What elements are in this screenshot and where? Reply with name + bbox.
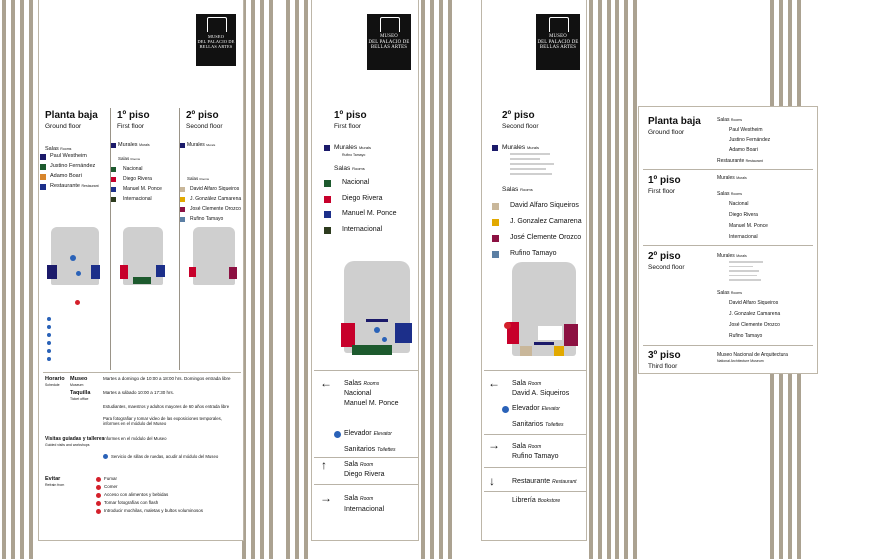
second-title: 2º piso bbox=[648, 251, 681, 262]
room-internacional: Internacional bbox=[729, 234, 758, 240]
evitar-alimentos: Acceso con alimentos y bebidas bbox=[104, 492, 169, 497]
murales-label: Murales Murals bbox=[717, 175, 747, 181]
room-diego-rivera: Diego Rivera bbox=[342, 195, 383, 202]
salas-label: Salas Rooms bbox=[45, 146, 72, 152]
room-adamo-boari: Adamo Boari bbox=[729, 147, 758, 153]
room-nacional: Nacional bbox=[729, 201, 749, 207]
room-justino-fernandez: Justino Fernández bbox=[729, 137, 771, 143]
room-siqueiros: David Alfaro Siqueiros bbox=[190, 186, 240, 192]
evitar-mochilas: Introducir mochilas, maletas y bultos voluminosos bbox=[104, 508, 204, 513]
visitas-en: Guided visits and workshops bbox=[45, 443, 90, 447]
ground-title: Planta baja bbox=[648, 116, 701, 127]
floor-subtitle-first: First floor bbox=[117, 123, 145, 130]
direction-sala-tamayo: Sala Room bbox=[512, 443, 542, 450]
room-paul-westheim: Paul Westheim bbox=[50, 153, 87, 159]
room-siqueiros: David Alfaro Siqueiros bbox=[729, 300, 779, 306]
section-divider bbox=[314, 370, 418, 371]
domingos-entrada: Domingos entrada libre bbox=[184, 376, 231, 381]
elevator-icon bbox=[334, 431, 341, 438]
museum-logo: MUSEO DEL PALACIO DE BELLAS ARTES bbox=[367, 14, 411, 70]
murales-label: Murales Murals bbox=[502, 144, 539, 151]
room-gonzalez-camarena: J. Gonzalez Camarena bbox=[729, 311, 781, 317]
no-eating-icon bbox=[96, 485, 101, 490]
section-divider bbox=[484, 434, 586, 435]
swatch-navy bbox=[492, 145, 498, 151]
museum-logo: MUSEO DEL PALACIO DE BELLAS ARTES bbox=[536, 14, 580, 70]
evitar-fumar: Fumar bbox=[104, 476, 118, 481]
murales-label: Murales Murals bbox=[118, 142, 150, 148]
room-orozco: José Clemente Orozco bbox=[510, 234, 582, 241]
museo-label: Museo bbox=[70, 376, 88, 382]
no-flash-icon bbox=[96, 501, 101, 506]
room-orozco: José Clemente Orozco bbox=[729, 322, 780, 328]
swatch-red bbox=[324, 196, 331, 203]
sanitarios-label: Sanitarios Toilettes bbox=[512, 421, 564, 428]
floor-title: 2º piso bbox=[502, 110, 535, 121]
hours-museum: Martes a domingo de 10:00 a 18:00 hrs. bbox=[103, 376, 183, 381]
room-adamo-boari: Adamo Boari bbox=[50, 173, 82, 179]
directory-panel-second-floor bbox=[481, 0, 587, 541]
room-justino-fernandez: Justino Fernández bbox=[50, 163, 96, 169]
salas-label: Salas Rooms bbox=[717, 117, 742, 123]
third-museum: Museo Nacional de Arquitectura bbox=[717, 352, 788, 358]
section-divider bbox=[484, 370, 586, 371]
directory-panel-full bbox=[38, 0, 244, 541]
swatch-navy bbox=[324, 145, 330, 151]
taquilla-en: Ticket office bbox=[70, 397, 89, 401]
section-divider bbox=[314, 484, 418, 485]
direction-siqueiros: David A. Siqueiros bbox=[512, 390, 570, 397]
estudiantes-info: Estudiantes, maestros y adultos mayores de 60 años entrada libre bbox=[103, 404, 230, 409]
floor-subtitle-ground: Ground floor bbox=[45, 123, 82, 130]
section-divider bbox=[643, 169, 813, 170]
arrow-right-icon: → bbox=[320, 491, 332, 505]
salas-label: Salas Rooms bbox=[717, 191, 742, 197]
room-manuel-ponce: Manuel M. Ponce bbox=[729, 223, 768, 229]
room-diego-rivera: Diego Rivera bbox=[729, 212, 758, 218]
directory-panel-summary bbox=[638, 106, 818, 374]
wheelchair-icon bbox=[103, 454, 108, 459]
floor-map-second bbox=[193, 227, 235, 285]
section-divider bbox=[643, 345, 813, 346]
room-gonzalez-camarena: J. Gonzalez Camarena bbox=[510, 218, 582, 225]
arrow-left-icon: ← bbox=[488, 376, 500, 390]
museum-logo: MUSEO DEL PALACIO DE BELLAS ARTES bbox=[196, 14, 236, 66]
hours-ticket: Martes a sábado 10:00 a 17:30 hrs. bbox=[103, 390, 175, 395]
direction-diego-rivera: Diego Rivera bbox=[344, 471, 385, 478]
map-legend bbox=[47, 317, 51, 365]
evitar-comer: Comer bbox=[104, 484, 118, 489]
room-tamayo: Rufino Tamayo bbox=[510, 250, 557, 257]
room-manuel-ponce: Manuel M. Ponce bbox=[342, 210, 397, 217]
room-manuel-ponce: Manuel M. Ponce bbox=[123, 186, 162, 192]
swatch-maroon bbox=[180, 207, 185, 212]
swatch-green bbox=[324, 180, 331, 187]
museo-en: Museum bbox=[70, 383, 84, 387]
libreria-label: Librería Bookstore bbox=[512, 497, 561, 504]
floor-subtitle: First floor bbox=[334, 123, 362, 130]
swatch-khaki bbox=[180, 187, 185, 192]
no-smoking-icon bbox=[96, 477, 101, 482]
floor-map-first bbox=[344, 261, 410, 353]
swatch-khaki bbox=[492, 203, 499, 210]
swatch-navy bbox=[111, 143, 116, 148]
salas-label: Salas Rooms bbox=[502, 186, 533, 193]
sillas-info: Servicio de sillas de ruedas, acudir al módulo del Museo bbox=[111, 454, 219, 459]
murales-label: Murales Murals bbox=[334, 144, 371, 151]
no-bags-icon bbox=[96, 509, 101, 514]
first-subtitle: First floor bbox=[648, 188, 676, 195]
sanitarios-label: Sanitarios Toilettes bbox=[344, 446, 396, 453]
panel2-stripes-left bbox=[282, 0, 312, 559]
section-divider bbox=[643, 245, 813, 246]
salas-label: Salas Rooms bbox=[187, 176, 210, 181]
location-marker bbox=[75, 300, 80, 305]
horario-label: Horario bbox=[45, 376, 65, 382]
swatch-maroon bbox=[492, 235, 499, 242]
restaurante-label: Restaurante Restaurant bbox=[717, 158, 763, 164]
swatch-navy bbox=[180, 143, 185, 148]
swatch-green bbox=[40, 164, 46, 170]
section-divider bbox=[484, 491, 586, 492]
floor-subtitle: Second floor bbox=[502, 123, 539, 130]
direction-nacional: Nacional bbox=[344, 390, 372, 397]
salas-label: Salas Rooms bbox=[118, 156, 141, 161]
murales-label: Murales Murals bbox=[187, 142, 216, 148]
evitar-flash: Tomar fotografías con flash bbox=[104, 500, 159, 505]
swatch-red bbox=[111, 177, 116, 182]
floor-title-first: 1º piso bbox=[117, 110, 150, 121]
direction-salas: Salas Rooms bbox=[344, 380, 380, 387]
visitas-label: Visitas guiadas y talleres bbox=[45, 436, 105, 442]
fotografiar-info: Para fotografiar y tomar video de las exposiciones temporales, informes en el módulo del Museo bbox=[103, 416, 222, 426]
floor-map-ground bbox=[51, 227, 99, 285]
panel1-stripes-left bbox=[0, 0, 40, 559]
section-divider bbox=[43, 372, 241, 373]
panel2-stripes-right bbox=[418, 0, 458, 559]
swatch-green bbox=[111, 167, 116, 172]
elevador-label: Elevador Elevator bbox=[512, 405, 560, 412]
direction-tamayo: Rufino Tamayo bbox=[512, 453, 559, 460]
informes-info: Informes en el módulo del Museo bbox=[103, 436, 167, 441]
murales-label: Murales Murals bbox=[717, 253, 747, 259]
taquilla-label: Taquilla bbox=[70, 390, 91, 396]
elevador-label: Elevador Elevator bbox=[344, 430, 392, 437]
room-tamayo: Rufino Tamayo bbox=[729, 333, 763, 339]
arrow-left-icon: ← bbox=[320, 376, 332, 390]
floor-map-second bbox=[512, 262, 576, 356]
swatch-blue bbox=[324, 211, 331, 218]
swatch-orange bbox=[40, 174, 46, 180]
swatch-darkgreen bbox=[324, 227, 331, 234]
ground-subtitle: Ground floor bbox=[648, 129, 685, 136]
direction-sala-internacional: Sala Room bbox=[344, 495, 374, 502]
room-diego-rivera: Diego Rivera bbox=[123, 176, 152, 182]
swatch-blue bbox=[111, 187, 116, 192]
murales-list bbox=[510, 153, 570, 178]
room-tamayo: Rufino Tamayo bbox=[190, 216, 224, 222]
swatch-steel bbox=[180, 217, 185, 222]
direction-manuel-ponce: Manuel M. Ponce bbox=[344, 400, 399, 407]
salas-label: Salas Rooms bbox=[717, 290, 742, 296]
panel1-stripes-right bbox=[242, 0, 282, 559]
swatch-yellow bbox=[492, 219, 499, 226]
section-divider bbox=[484, 467, 586, 468]
room-nacional: Nacional bbox=[123, 166, 143, 172]
location-marker bbox=[504, 322, 511, 329]
third-museum-en: National Architecture Museum bbox=[717, 359, 764, 363]
floor-subtitle-second: Second floor bbox=[186, 123, 223, 130]
arrow-right-icon: → bbox=[488, 438, 500, 452]
directory-panel-first-floor bbox=[311, 0, 419, 541]
restaurante-label: Restaurante Restaurant bbox=[50, 183, 99, 189]
room-orozco: José Clemente Orozco bbox=[190, 206, 241, 212]
horario-en: Schedule bbox=[45, 383, 60, 387]
restaurante-label: Restaurante Restaurant bbox=[512, 478, 577, 485]
murales-sub: Rufino Tamayo bbox=[342, 153, 366, 157]
evitar-en: Refrain from bbox=[45, 483, 65, 487]
room-paul-westheim: Paul Westheim bbox=[729, 127, 763, 133]
arrow-down-icon: ↓ bbox=[489, 474, 495, 488]
murales-list bbox=[729, 261, 763, 284]
no-food-icon bbox=[96, 493, 101, 498]
room-internacional: Internacional bbox=[342, 226, 383, 233]
swatch-steel bbox=[492, 251, 499, 258]
room-gonzalez-camarena: J. González Camarena bbox=[190, 196, 242, 202]
floor-map-first bbox=[123, 227, 163, 285]
floor-title-ground: Planta baja bbox=[45, 110, 98, 121]
salas-label: Salas Rooms bbox=[334, 165, 365, 172]
floor-title-second: 2º piso bbox=[186, 110, 219, 121]
second-subtitle: Second floor bbox=[648, 264, 685, 271]
third-title: 3º piso bbox=[648, 350, 681, 361]
room-siqueiros: David Alfaro Siqueiros bbox=[510, 202, 579, 209]
room-nacional: Nacional bbox=[342, 179, 370, 186]
third-subtitle: Third floor bbox=[648, 363, 678, 370]
swatch-yellow bbox=[180, 197, 185, 202]
swatch-navy bbox=[40, 154, 46, 160]
section-divider bbox=[314, 457, 418, 458]
direction-sala-diego: Sala Room bbox=[344, 461, 374, 468]
swatch-darkgreen bbox=[111, 197, 116, 202]
direction-internacional: Internacional bbox=[344, 506, 385, 513]
arrow-up-icon: ↑ bbox=[321, 458, 327, 472]
floor-title: 1º piso bbox=[334, 110, 367, 121]
evitar-label: Evitar bbox=[45, 476, 61, 482]
direction-sala: Sala Room bbox=[512, 380, 542, 387]
room-internacional: Internacional bbox=[123, 196, 152, 202]
swatch-blue bbox=[40, 184, 46, 190]
first-title: 1º piso bbox=[648, 175, 681, 186]
elevator-icon bbox=[502, 406, 509, 413]
